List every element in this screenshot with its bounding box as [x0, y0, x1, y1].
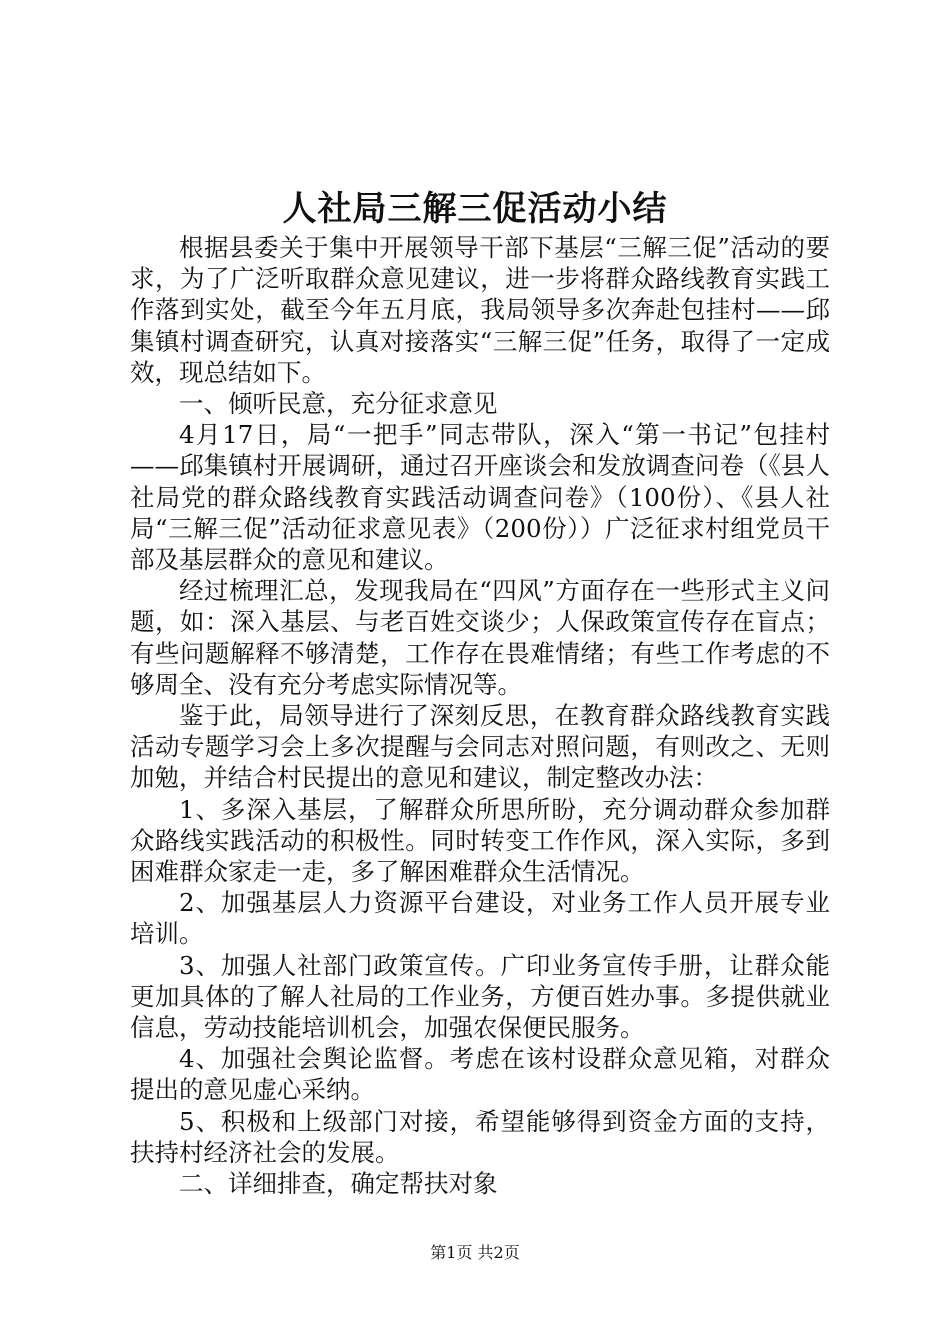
- paragraph-survey: 4月17日，局“一把手”同志带队，深入“第一书记”包挂村——邱集镇村开展调研，通过召开座谈会和发放调查问卷（《县人社局党的群众路线教育实践活动调查问卷》（100份）、《县人社局“三解三促”活动征求意见表》（200份））广泛征求村组党员干部及基层群众的意见和建议。: [130, 420, 830, 575]
- list-item-3: 3、加强人社部门政策宣传。广印业务宣传手册，让群众能更加具体的了解人社局的工作业务，方便百姓办事。多提供就业信息，劳动技能培训机会，加强农保便民服务。: [130, 950, 830, 1043]
- list-item-5: 5、积极和上级部门对接，希望能够得到资金方面的支持，扶持村经济社会的发展。: [130, 1106, 830, 1167]
- list-item-4: 4、加强社会舆论监督。考虑在该村设群众意见箱，对群众提出的意见虚心采纳。: [130, 1044, 830, 1105]
- page-footer: 第1页 共2页: [430, 1243, 520, 1262]
- paragraph-intro: 根据县委关于集中开展领导干部下基层“三解三促”活动的要求，为了广泛听取群众意见建议，进一步将群众路线教育实践工作落到实处，截至今年五月底，我局领导多次奔赴包挂村——邱集镇村调查研究，认真对接落实“三解三促”任务，取得了一定成效，现总结如下。: [130, 233, 830, 387]
- document-title: 人社局三解三促活动小结: [282, 189, 668, 229]
- paragraph-findings: 经过梳理汇总，发现我局在“四风”方面存在一些形式主义问题，如：深入基层、与老百姓交谈少；人保政策宣传存在盲点；有些问题解释不够清楚，工作存在畏难情绪；有些工作考虑的不够周全、没有充分考虑实际情况等。: [130, 576, 830, 699]
- paragraph-reflection: 鉴于此，局领导进行了深刻反思，在教育群众路线教育实践活动专题学习会上多次提醒与会同志对照问题，有则改之、无则加勉，并结合村民提出的意见和建议，制定整改办法：: [130, 701, 830, 793]
- section-heading-2: 二、详细排查，确定帮扶对象: [179, 1169, 498, 1199]
- list-item-1: 1、多深入基层，了解群众所思所盼，充分调动群众参加群众路线实践活动的积极性。同时转变工作作风，深入实际，多到困难群众家走一走，多了解困难群众生活情况。: [130, 794, 830, 887]
- document-body: [130, 232, 830, 1199]
- section-heading-1: 一、倾听民意，充分征求意见: [179, 389, 498, 419]
- list-item-2: 2、加强基层人力资源平台建设，对业务工作人员开展专业培训。: [130, 888, 830, 949]
